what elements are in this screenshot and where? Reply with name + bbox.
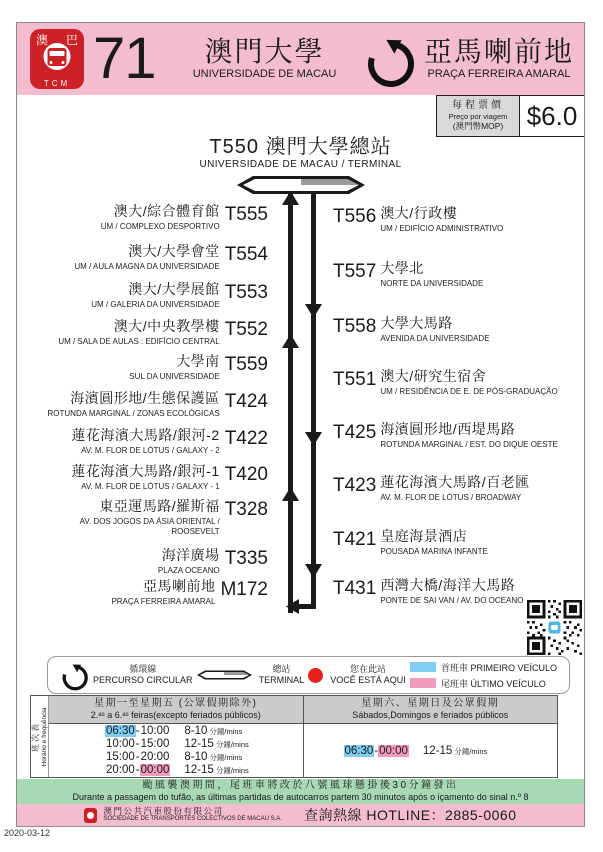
legend-terminal: 總站 TERMINAL bbox=[197, 664, 305, 686]
destination-name-zh: 亞馬喇前地 bbox=[424, 36, 575, 68]
stop-code: T555 bbox=[224, 204, 268, 225]
legend-vehicle-colors: 首班車 PRIMEIRO VEÍCULO 尾班車 ÚLTIMO VEÍCULO bbox=[410, 661, 557, 690]
circular-route-icon bbox=[61, 663, 84, 686]
stop-t558: T558 大學大馬路 AVENIDA DA UNIVERSIDADE bbox=[333, 315, 490, 343]
tcm-logo-small bbox=[84, 808, 97, 823]
stop-t556: T556 澳大/行政樓 UM / EDIFÍCIO ADMINISTRATIVO bbox=[333, 205, 504, 233]
fare-label: 每程票價 Preço por viagem (澳門幣MOP) bbox=[437, 96, 520, 136]
stop-t553: 澳大/大學展館 UM / GALERIA DA UNIVERSIDADE T553 bbox=[91, 281, 268, 309]
weekend-column bbox=[303, 696, 558, 777]
logo-char-left: 澳 bbox=[36, 33, 49, 47]
origin-name-pt: UNIVERSIDADE DE MACAU bbox=[192, 68, 337, 81]
schedule-row: 15:00 - 20:00 8-10 分鐘/mins bbox=[106, 751, 243, 763]
stop-code: T551 bbox=[333, 369, 377, 390]
stop-code: T425 bbox=[333, 422, 377, 443]
schedule-table bbox=[30, 695, 558, 778]
stop-t421: T421 皇庭海景酒店 POUSADA MARINA INFANTE bbox=[333, 528, 488, 556]
destination-name bbox=[412, 37, 587, 81]
typhoon-note: 颱風襲澳期間，尾班車將改於八號風球懸掛後30分鐘發出 Durante a passagem do tufão, as últimas partidas de autocarros partem 30 minutos após o içamento do sinal n.º 8 bbox=[17, 779, 584, 804]
stop-code: T554 bbox=[224, 244, 268, 265]
qr-code bbox=[527, 600, 582, 655]
poster-frame bbox=[16, 22, 585, 827]
stop-t423: T423 蓮花海濱大馬路/百老匯 AV. M. FLOR DE LÓTUS / BROADWAY bbox=[333, 474, 530, 502]
stop-code: T556 bbox=[333, 206, 377, 227]
you-are-here-icon bbox=[308, 668, 323, 683]
route-number: 71 bbox=[93, 26, 156, 91]
stop-code: T423 bbox=[333, 475, 377, 496]
fare-box bbox=[436, 95, 584, 137]
schedule-side-label: 班次表 Horário e frequência bbox=[31, 696, 49, 777]
stop-code: T431 bbox=[333, 578, 377, 599]
stop-code: T335 bbox=[224, 548, 268, 569]
first-vehicle-swatch bbox=[410, 662, 436, 672]
schedule-row: 20:00 - 00:00 12-15 分鐘/mins bbox=[106, 764, 249, 776]
terminal-bar-icon bbox=[237, 176, 365, 194]
stop-t335: 海洋廣場 PLAZA OCEANO T335 bbox=[157, 547, 268, 575]
print-date: 2020-03-12 bbox=[4, 828, 51, 838]
stop-t420: 蓮花海濱大馬路/銀河-1 AV. M. FLOR DE LÓTUS / GALAXY - 1 T420 bbox=[71, 463, 268, 491]
company-name: 澳門公共汽車股份有限公司 SOCIEDADE DE TRANSPORTES COLECTIVOS DE MACAU S.A. bbox=[103, 805, 282, 823]
stop-t557: T557 大學北 NORTE DA UNIVERSIDADE bbox=[333, 260, 484, 288]
stop-t422: 蓮花海濱大馬路/銀河-2 AV. M. FLOR DE LÓTUS / GALAXY - 2 T422 bbox=[71, 427, 268, 455]
bus-icon bbox=[44, 43, 71, 70]
logo-tcm-label: TCM bbox=[43, 79, 71, 88]
footer bbox=[17, 804, 584, 826]
stop-t425: T425 海濱圓形地/西堤馬路 ROTUNDA MARGINAL / EST. DO DIQUE OESTE bbox=[333, 421, 558, 449]
route-header bbox=[17, 23, 584, 95]
circular-route-icon bbox=[366, 38, 408, 80]
stop-code: T424 bbox=[224, 391, 268, 412]
stop-code: T552 bbox=[224, 319, 268, 340]
stop-code: T422 bbox=[224, 428, 268, 449]
legend bbox=[47, 656, 570, 694]
stop-code: T558 bbox=[333, 316, 377, 337]
stop-t424: 海濱圓形地/生態保護區 ROTUNDA MARGINAL / ZONAS ECOLÓGICAS T424 bbox=[47, 390, 268, 418]
schedule-row: 06:30 - 10:00 8-10 分鐘/mins bbox=[106, 725, 243, 737]
schedule-row: 06:30 - 00:00 12-15 分鐘/mins bbox=[344, 744, 488, 757]
terminal-name-pt: UNIVERSIDADE DE MACAU / TERMINAL bbox=[199, 159, 402, 170]
stop-m172: 亞馬喇前地 PRAÇA FERREIRA AMARAL M172 bbox=[111, 578, 268, 606]
stop-t551: T551 澳大/研究生宿舍 UM / RESIDÊNCIA DE E. DE PÓS-GRADUAÇÃO bbox=[333, 368, 558, 396]
terminal-name-zh: 澳門大學總站 bbox=[265, 136, 392, 158]
terminal-bar-icon bbox=[197, 669, 252, 681]
stop-t554: 澳大/大學會堂 UM / AULA MAGNA DA UNIVERSIDADE T554 bbox=[74, 243, 268, 271]
stop-code: T421 bbox=[333, 529, 377, 550]
terminal-code: T550 bbox=[209, 136, 260, 158]
stop-t328: 東亞運馬路/羅斯福 AV. DOS JOGOS DA ÁSIA ORIENTAL / ROOSEVELT T328 bbox=[79, 498, 268, 536]
weekday-header: 星期一至星期五 (公眾假期除外) 2.ᵃˢ a 6.ᵃˢ feiras(excepto feriados públicos) bbox=[49, 696, 303, 724]
stop-code: T559 bbox=[224, 354, 268, 375]
destination-name-pt: PRAÇA FERREIRA AMARAL bbox=[427, 68, 571, 81]
hotline: 查詢熱線 HOTLINE：2885-0060 bbox=[303, 807, 517, 823]
weekday-column bbox=[49, 696, 303, 777]
last-vehicle-swatch bbox=[410, 678, 436, 688]
fare-amount: $6.0 bbox=[526, 100, 578, 131]
stop-t559: 大學南 SUL DA UNIVERSIDADE T559 bbox=[129, 353, 268, 381]
origin-name bbox=[170, 37, 360, 81]
stop-code: T553 bbox=[224, 282, 268, 303]
terminal-title bbox=[17, 135, 584, 171]
stop-code: T328 bbox=[224, 499, 268, 520]
stop-code: T420 bbox=[224, 464, 268, 485]
stop-t552: 澳大/中央教學樓 UM / SALA DE AULAS : EDIFÍCIO CENTRAL T552 bbox=[58, 318, 268, 346]
weekend-header: 星期六、星期日及公眾假期 Sábados,Domingos e feriados públicos bbox=[304, 696, 558, 724]
stop-t555: 澳大/綜合體育館 UM / COMPLEXO DESPORTIVO T555 bbox=[100, 203, 268, 231]
stop-t431: T431 西灣大橋/海洋大馬路 PONTE DE SAI VAN / AV. DO OCEANO bbox=[333, 577, 524, 605]
schedule-row: 10:00 - 15:00 12-15 分鐘/mins bbox=[106, 738, 249, 750]
legend-you-are-here: 您在此站 VOCÊ ESTÁ AQUI bbox=[308, 664, 406, 686]
origin-name-zh: 澳門大學 bbox=[204, 36, 325, 68]
tcm-logo bbox=[30, 29, 84, 89]
stop-code: T557 bbox=[333, 261, 377, 282]
stop-code: M172 bbox=[220, 579, 268, 600]
logo-char-right: 巴 bbox=[65, 33, 78, 47]
legend-circular: 循環線 PERCURSO CIRCULAR bbox=[60, 662, 193, 688]
